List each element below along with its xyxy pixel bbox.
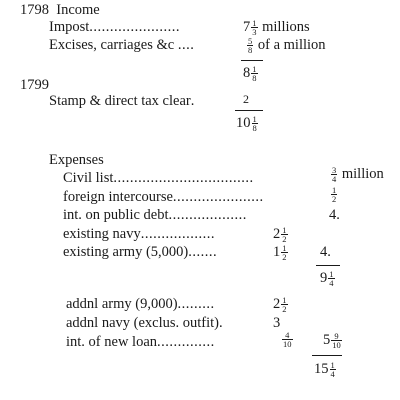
- excises-label: Excises, carriages &c: [49, 37, 175, 53]
- foreign-label: foreign intercourse: [63, 189, 173, 205]
- new-loan-value: $\frac{4}{10}$: [283, 330, 292, 350]
- army-leader: .......: [188, 244, 218, 260]
- stamp-row: [49, 93, 195, 109]
- civil-unit: million: [341, 166, 384, 182]
- new-loan-column-value: 5 $\frac{9}{10}$: [323, 331, 341, 351]
- expense-rule-1: [316, 265, 340, 266]
- civil-label: Civil list: [63, 170, 114, 186]
- expenses-heading: Expenses: [49, 152, 104, 168]
- navy-leader: ..................: [140, 226, 215, 242]
- impost-leader: ......................: [89, 19, 181, 35]
- excises-leader: ....: [177, 37, 195, 53]
- income-subtotal: 8 $\frac{1}{8}$: [243, 64, 257, 84]
- addnl-navy-label: addnl navy (exclus. outfit).: [66, 315, 223, 331]
- navy-value: 2 $\frac{1}{2}$: [273, 225, 287, 245]
- stamp-label: Stamp & direct tax clear: [49, 93, 191, 109]
- civil-value: $\frac{3}{4}$ million: [332, 165, 384, 185]
- interest-row: [63, 207, 247, 223]
- civil-leader: ..................................: [113, 170, 254, 186]
- stamp-value: 2: [243, 92, 249, 106]
- impost-label: Impost: [49, 19, 90, 35]
- army-value: 1 $\frac{1}{2}$: [273, 243, 287, 263]
- addnl-navy-value: 3: [273, 315, 281, 331]
- year-1798: 1798: [20, 2, 49, 18]
- new-loan-leader: ..............: [157, 334, 215, 350]
- stamp-leader: .: [190, 93, 195, 109]
- army-row: [63, 244, 217, 260]
- income-rule-2: [235, 110, 263, 111]
- interest-label: int. on public debt: [63, 207, 169, 223]
- addnl-army-leader: .........: [177, 296, 215, 312]
- income-total: 10 $\frac{1}{8}$: [236, 114, 257, 134]
- year-1798-line: [20, 2, 100, 18]
- addnl-army-label: addnl army (9,000): [66, 296, 178, 312]
- addnl-army-value: 2 $\frac{1}{2}$: [273, 295, 287, 315]
- expense-total: 15 $\frac{1}{4}$: [314, 360, 335, 380]
- new-loan-row: [66, 334, 215, 350]
- civil-row: [63, 170, 254, 186]
- income-heading: Income: [56, 2, 100, 18]
- addnl-navy-row: [66, 315, 223, 331]
- army-label: existing army (5,000): [63, 244, 189, 260]
- year-1799: 1799: [20, 77, 49, 93]
- interest-leader: ...................: [168, 207, 247, 223]
- interest-value: 4.: [329, 207, 340, 223]
- navy-row: [63, 226, 215, 242]
- expense-subtotal: 9 $\frac{1}{4}$: [320, 269, 334, 289]
- excises-unit: of a million: [257, 37, 326, 53]
- expense-rule-2: [312, 355, 342, 356]
- income-rule-1: [241, 60, 263, 61]
- impost-value: 7 $\frac{1}{3}$ millions: [243, 18, 310, 38]
- excises-row: [49, 37, 194, 53]
- army-column-value: 4.: [320, 244, 331, 260]
- addnl-army-row: [66, 296, 215, 312]
- foreign-value: $\frac{1}{2}$: [332, 185, 337, 205]
- foreign-row: [63, 189, 264, 205]
- navy-label: existing navy: [63, 226, 141, 242]
- excises-value: $\frac{5}{8}$ of a million: [248, 36, 326, 56]
- foreign-leader: ......................: [172, 189, 264, 205]
- new-loan-label: int. of new loan: [66, 334, 158, 350]
- impost-unit: millions: [262, 19, 310, 35]
- impost-row: [49, 19, 180, 35]
